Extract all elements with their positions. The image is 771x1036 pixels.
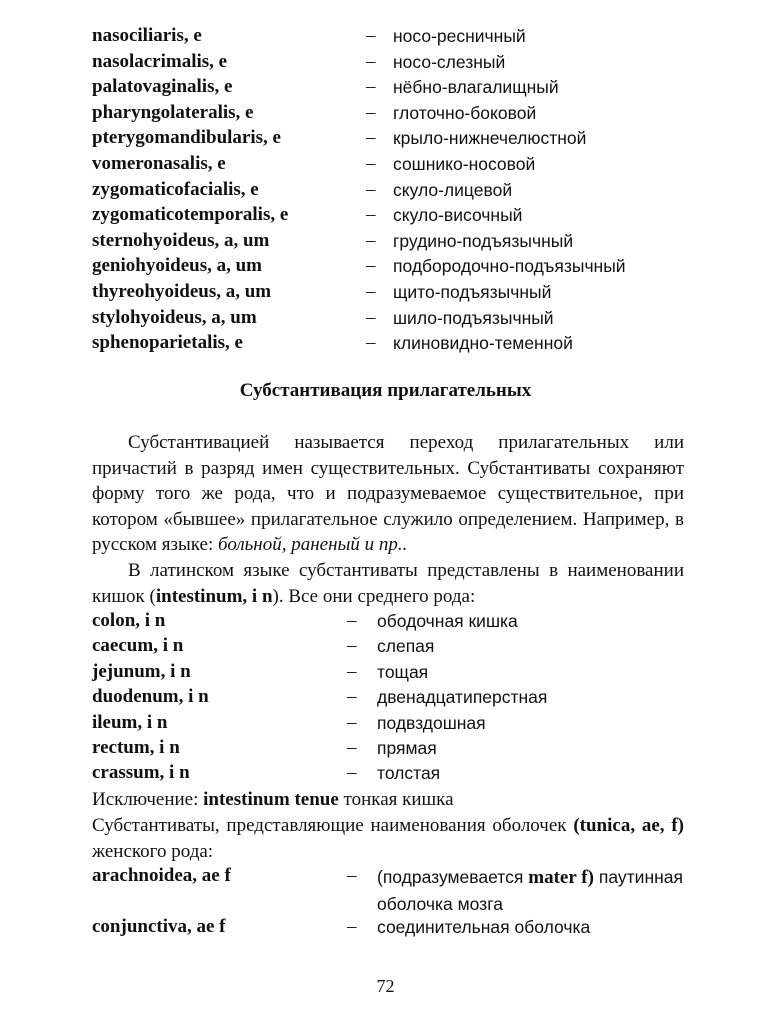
dash: – (366, 306, 376, 328)
dash: – (347, 737, 357, 758)
latin-term: ileum, i n (92, 711, 168, 733)
dash: – (366, 281, 376, 302)
latin-term: colon, i n (92, 610, 166, 631)
page-number: 72 (376, 976, 395, 996)
dash: – (366, 153, 376, 174)
latin-term: arachnoidea, ae f (92, 865, 231, 886)
paragraph-text: В латинском языке субстантиваты представлены в наименовании кишок ( (92, 560, 684, 607)
russian-translation: клиновидно-теменной (393, 333, 573, 354)
dash: – (366, 50, 376, 72)
russian-translation: крыло-нижнечелюстной (393, 128, 587, 149)
latin-term: rectum, i n (92, 737, 180, 758)
latin-term: sphenoparietalis, e (92, 332, 243, 354)
membrane-row (92, 863, 231, 889)
latin-term: pharyngolateralis, e (92, 101, 254, 123)
russian-translation: носо-ресничный (393, 26, 526, 46)
russian-translation: ободочная кишка (377, 611, 518, 631)
dash: – (347, 916, 357, 937)
membrane-row (92, 914, 226, 940)
dash: – (366, 178, 376, 200)
dash: – (347, 865, 357, 886)
russian-translation: двенадцатиперстная (377, 687, 548, 708)
russian-translation: тощая (377, 661, 429, 682)
latin-term: stylohyoideus, a, um (92, 306, 257, 328)
latin-term: pterygomandibularis, e (92, 127, 281, 149)
dash: – (366, 332, 376, 354)
russian-translation: скуло-лицевой (393, 179, 513, 200)
membrane-translation: соединительная оболочка (377, 917, 591, 937)
dash: – (347, 686, 357, 708)
dash: – (347, 762, 357, 784)
dash: – (366, 229, 376, 251)
russian-translation: грудино-подъязычный (393, 230, 574, 251)
term-mater: mater f) (528, 867, 594, 888)
russian-translation: сошнико-носовой (393, 154, 536, 174)
latin-term: palatovaginalis, e (92, 76, 233, 98)
latin-term: duodenum, i n (92, 686, 209, 708)
russian-translation: нёбно-влагалищный (393, 77, 559, 98)
latin-term: sternohyoideus, a, um (92, 229, 270, 251)
latin-term: zygomaticotemporalis, e (92, 204, 289, 226)
paragraph-text: Субстантивацией называется переход прилагательных или причастий в разряд имен существительных. Субстантиваты сохраняют форму того же рода, что и подразумеваемое существительное, при котором «бывшее» прилагательное служило определением. Например, в русском языке: (92, 432, 684, 555)
paragraph-latin (92, 558, 684, 609)
section-title: Субстантивация прилагательных (239, 380, 532, 401)
membrane-translation: (подразумевается mater f) паутинная оболочка мозга (377, 867, 683, 914)
russian-translation: носо-слезный (393, 51, 506, 72)
dash: – (366, 204, 376, 226)
dash: – (347, 610, 357, 631)
latin-term: nasociliaris, e (92, 25, 202, 46)
russian-translation: подвздошная (377, 712, 486, 733)
dash: – (366, 255, 376, 277)
dash: – (366, 127, 376, 149)
dash: – (366, 25, 376, 46)
russian-translation: подбородочно-подъязычный (393, 256, 626, 277)
latin-term: conjunctiva, ae f (92, 916, 226, 937)
term-intestinum-tenue: intestinum tenue (203, 789, 339, 810)
dash: – (347, 711, 357, 733)
russian-translation: скуло-височный (393, 205, 523, 226)
dash: – (347, 635, 357, 657)
exception-line: Исключение: intestinum tenue тонкая кишка (92, 789, 454, 810)
paragraph-substantivation (92, 430, 684, 558)
dash: – (366, 76, 376, 98)
latin-term: vomeronasalis, e (92, 153, 226, 174)
russian-translation: прямая (377, 738, 437, 758)
russian-translation: шило-подъязычный (393, 307, 554, 328)
term-intestinum: intestinum, i n (155, 585, 273, 607)
term-tunica: (tunica, ae, f) (573, 815, 684, 836)
latin-term: thyreohyoideus, a, um (92, 281, 272, 302)
paragraph-examples: больной, раненый и пр.. (218, 534, 408, 555)
latin-term: geniohyoideus, a, um (92, 255, 262, 277)
russian-translation: слепая (377, 636, 435, 657)
paragraph-text: ). Все они среднего рода: (272, 585, 476, 607)
dash: – (366, 101, 376, 123)
russian-translation: толстая (377, 763, 441, 784)
latin-term: nasolacrimalis, e (92, 50, 228, 72)
membranes-intro: Субстантиваты, представляющие наименования оболочек (tunica, ae, f) женского рода: (92, 815, 684, 862)
latin-term: crassum, i n (92, 762, 190, 784)
latin-term: jejunum, i n (92, 660, 191, 682)
russian-translation: глоточно-боковой (393, 102, 537, 123)
russian-translation: щито-подъязычный (393, 282, 552, 302)
latin-term: caecum, i n (92, 635, 184, 657)
latin-term: zygomaticofacialis, e (92, 178, 259, 200)
dash: – (347, 660, 357, 682)
